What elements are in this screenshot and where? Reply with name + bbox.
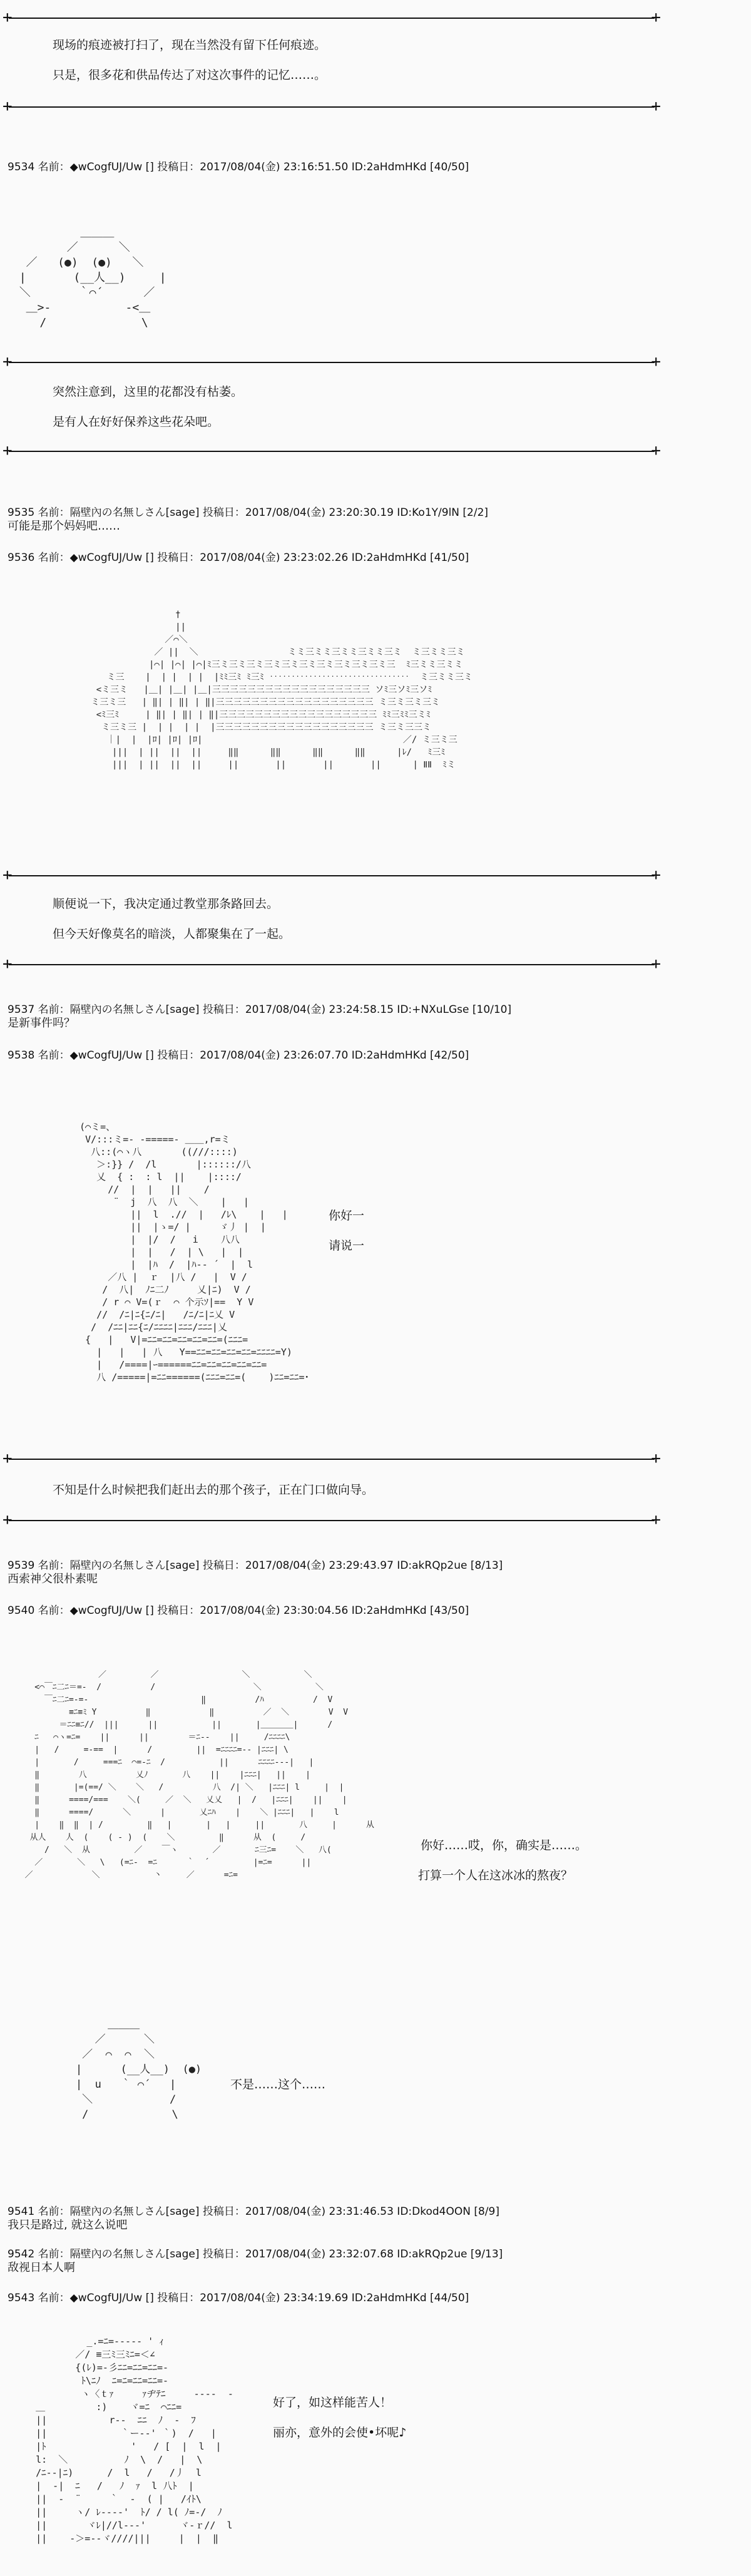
ascii-art-9540: ／ ／ ＼ ＼ <⌒￣ﾆ二ﾆ＝=- / / ＼ ＼ ￣ﾆ二ﾆ=-=- ‖ /ﾊ / V ≡ﾆ≡ﾐ Y ‖ ‖ ／ ＼ V V ＝ﾆﾆ≡ﾆ// ||| || || |＿＿＿＿| / ﾆ ⌒ヽ=ﾆ= || || ＝ﾆ-‐ || /ﾆﾆﾆﾆ\ | / =-== | / || =ﾆﾆﾆﾆ=-‐ |ﾆﾆﾆ| \ | / ===ﾆ ⌒=-ﾆ / || ﾆﾆﾆﾆ-‐‐| | ‖ 八 乂ﾉ 八 || |ﾆﾆﾆ| || | ‖ |=(==/ ＼ ＼ / 八 /| ＼ |ﾆﾆﾆ| l | | ‖ ====/=== ＼( ／ ＼ 乂乂 | / |ﾆﾆﾆ| || | ‖ ====/ ＼ | 乂ﾆﾊ | ＼ |ﾆﾆﾆ| | l | ‖ ‖ | / ‖ | | | || 八 | 从 从人 人 ( ( ‐ ) ( ＼ ‖ 从 ( / / ＼ 从 ／ ￣ヽ ／ ﾆ三ﾆ= ＼ 八( ／ ＼ \ (=ﾆ‐ =ﾆ ｀ ´ |=ﾆ= || ／ ＼ 丶 ／ =ﾆ= — [24, 1670, 374, 1880]
post-header-9538: 9538 名前：◆wCogfUJ/Uw [] 投稿日：2017/08/04(金) 23:26:07.70 ID:2aHdmHKd [42/50] — [8, 1049, 469, 1062]
post-header-9537: 9537 名前：隔壁內の名無しさん[sage] 投稿日：2017/08/04(金) 23:24:58.15 ID:+NXuLGse [10/10] — [8, 1003, 512, 1016]
speech-line: 丽亦，意外的会使•坏呢♪ — [273, 2426, 407, 2440]
speech-line: 好了，如这样能苦人！ — [273, 2396, 392, 2409]
post-body-9541: 我只是路过, 就这么说吧 — [8, 2219, 128, 2232]
post-header-9539: 9539 名前：隔壁內の名無しさん[sage] 投稿日：2017/08/04(金) 23:29:43.97 ID:akRQp2ue [8/13] — [8, 1559, 503, 1572]
post-body-9542: 敌视日本人啊 — [8, 2261, 75, 2274]
speech-line: 不是……这个…… — [230, 2078, 326, 2091]
speech-line: 你好一 — [329, 1209, 365, 1223]
ascii-art-9540-face: ＿＿＿ ／ ＼ ／ ⌒ ⌒ ＼ | (__人__) (●) | u ｀ ⌒´ | ＼ / / \ — [75, 2018, 202, 2121]
divider-3 — [9, 362, 655, 363]
narration-line: 现场的痕迹被打扫了，现在当然没有留下任何痕迹。 — [53, 38, 327, 52]
divider-2 — [9, 106, 655, 108]
post-header-9536: 9536 名前：◆wCogfUJ/Uw [] 投稿日：2017/08/04(金) 23:23:02.26 ID:2aHdmHKd [41/50] — [8, 552, 469, 564]
ascii-art-church: † || ／⌒＼ ／ || ＼ ミミ三ミミ三ミミ三ミミ三ミ ミ三ミミ三ミ |⌒| |⌒| |⌒|ﾐ三ミ三ミ三ミ三ミ三ミ三ミ三ミ三ミ三ミ三ミ三 ﾐ三ミミ三ミミ ミ三 | | | | | |ﾐﾐ三ﾐ ﾐ三ﾐ ‥‥‥‥‥‥‥‥‥‥‥‥‥‥‥‥ ミ三ミミ三ミ <ミ三ミ |＿| |＿| |＿|三三三三三三三三三三三三三三三三三三 ソﾐ三ソﾐ三ソﾐ ミ三ミ三 | ‖| | ‖| | ‖|三三三三三三三三三三三三三三三三三三 ミ三ミ三ミ三ミ <ﾐ三ﾐ | ‖| | ‖| | ‖|三三三三三三三三三三三三三三三三三三 ﾐﾐ三ﾐﾐ三ミﾐ ミ三ミ三 | | | | | |三三三三三三三三三三三三三三三三三三 ミ三ミ三三ミ ｜| | |ﾛ| |ﾛ| |ﾛ| ／/ ミ三ミ三 ||| | || || || ‖‖ ‖‖ ‖‖ ‖‖ |ﾚ/ ﾐ三ﾐ ||| | || || || || || || || | ⅡⅡ ﾐミ — [91, 610, 473, 770]
post-header-9541: 9541 名前：隔壁內の名無しさん[sage] 投稿日：2017/08/04(金) 23:31:46.53 ID:Dkod4OON [8/9] — [8, 2205, 499, 2218]
narration-line: 只是，很多花和供品传达了对这次事件的记忆……。 — [53, 68, 327, 82]
speech-line: 请说一 — [329, 1239, 365, 1253]
divider-5 — [9, 875, 655, 876]
post-body-9537: 是新事件吗？ — [8, 1017, 75, 1030]
narration-line: 是有人在好好保养这些花朵吧。 — [53, 415, 220, 429]
divider-4 — [9, 451, 655, 452]
post-header-9534: 9534 名前：◆wCogfUJ/Uw [] 投稿日：2017/08/04(金) 23:16:51.50 ID:2aHdmHKd [40/50] — [8, 161, 469, 173]
ascii-art-9538: (⌒ミ=、 V/:::ミ=- -=====- ＿＿,r=ミ 八::(⌒ヽ八 ((///::::) ＞:}} / /l |::::::/八 乂 { : : l || |::::/ // | | || / ¨ j 八 八 ＼ | | || l .// | /ﾚ\ | | || |ゝ=/ | ゞ丿 | | | |/ / i 八八 | | / | \ | | | |ﾊ / |ﾊ-‐ ´ | l ／八 | ｒ |八 / | V / / 八| ﾉﾆ二ﾉ 乂|ﾆ) V / / r ⌒ V=(ｒ ⌒ 个示ｿ|== Y V // /ﾆ|ﾆ{ﾆ/ﾆ| /ﾆ/ﾆ|ﾆ乂 V / /ﾆﾆ|ﾆﾆ{ﾆ/ﾆﾆﾆﾆ|ﾆﾆﾆ/ﾆﾆﾆ|乂 { | V|=ﾆﾆ=ﾆﾆ=ﾆﾆ=ﾆﾆ=ﾆﾆ=(ﾆﾆﾆ= | | | 八 Y==ﾆﾆ=ﾆﾆ=ﾆﾆ=ﾆﾆ=ﾆﾆﾆﾆ=Y) | /====|ｰ======ﾆﾆ=ﾆﾆ=ﾆﾆ=ﾆﾆ=ﾆﾆ= 八 /=====|=ﾆﾆ======(ﾆﾆﾆ=ﾆﾆ=( )ﾆﾆ=ﾆﾆ=･ — [79, 1121, 309, 1383]
post-body-9539: 西索神父很朴素呢 — [8, 1573, 98, 1586]
post-body-9535: 可能是那个妈妈吧…… — [8, 520, 120, 533]
narration-line: 突然注意到，这里的花都没有枯萎。 — [53, 385, 243, 399]
ascii-art-9543: _.=ﾆ=‐‐‐-‐ ' ｨ ／/ ≡三ﾐ三ﾐﾆ=＜∠ {(ﾚ)=‐彡ﾆﾆ=ﾆﾆ=ﾆﾆ=‐ ﾄ\ﾆﾉ ﾆ=ﾆ=ﾆﾆ=ﾆﾆ=‐ ヽ〈ｔｧ ｧヂﾃﾆ ‐‐-- - ＿ :) ヾ=ﾆ ⌒ﾆﾆ= || r-- ﾆﾆ ﾉ ‐ ﾌ || ｀ー-‐' ｀) / | |ﾄ ' / [ | l | l: ＼ ﾉ \ / | \ /ﾆ-‐|ﾆ) / l / /丿 l | ‐| ﾆ / ﾉ ｧ l 八ﾄ | || ‐ ¨ ｀ ‐ ( | /ｲﾄ\ || ヽ/ ﾚ---‐' ﾄ/ / l( ﾉ=-/ ﾉ || ヾﾚ|//l--‐' ヾ‐ｒ// l || ‐＞=‐‐ヾ////||| | | ‖ — [36, 2336, 233, 2544]
speech-line: 你好……哎，你，确实是……。 — [421, 1839, 588, 1852]
post-header-9535: 9535 名前：隔壁內の名無しさん[sage] 投稿日：2017/08/04(金) 23:20:30.19 ID:Ko1Y/9lN [2/2] — [8, 506, 489, 519]
ascii-art-9534: ＿＿＿ ／ ＼ ／ (●) (●) ＼ | (__人__) | ＼ ｀⌒´ ／ ＿>‐ ‐<＿ / \ — [19, 226, 166, 329]
divider-1 — [9, 18, 655, 19]
divider-6 — [9, 964, 655, 965]
divider-8 — [9, 1520, 655, 1521]
post-header-9540: 9540 名前：◆wCogfUJ/Uw [] 投稿日：2017/08/04(金) 23:30:04.56 ID:2aHdmHKd [43/50] — [8, 1604, 469, 1617]
speech-line: 打算一个人在这冰冰的熬夜？ — [418, 1869, 573, 1882]
narration-line: 但今天好像莫名的暗淡，人都聚集在了一起。 — [53, 927, 291, 941]
post-header-9543: 9543 名前：◆wCogfUJ/Uw [] 投稿日：2017/08/04(金) 23:34:19.69 ID:2aHdmHKd [44/50] — [8, 2292, 469, 2304]
narration-line: 不知是什么时候把我们赶出去的那个孩子，正在门口做向导。 — [53, 1483, 374, 1497]
narration-line: 顺便说一下，我决定通过教堂那条路回去。 — [53, 897, 279, 911]
post-header-9542: 9542 名前：隔壁內の名無しさん[sage] 投稿日：2017/08/04(金) 23:32:07.68 ID:akRQp2ue [9/13] — [8, 2248, 503, 2260]
divider-7 — [9, 1459, 655, 1460]
